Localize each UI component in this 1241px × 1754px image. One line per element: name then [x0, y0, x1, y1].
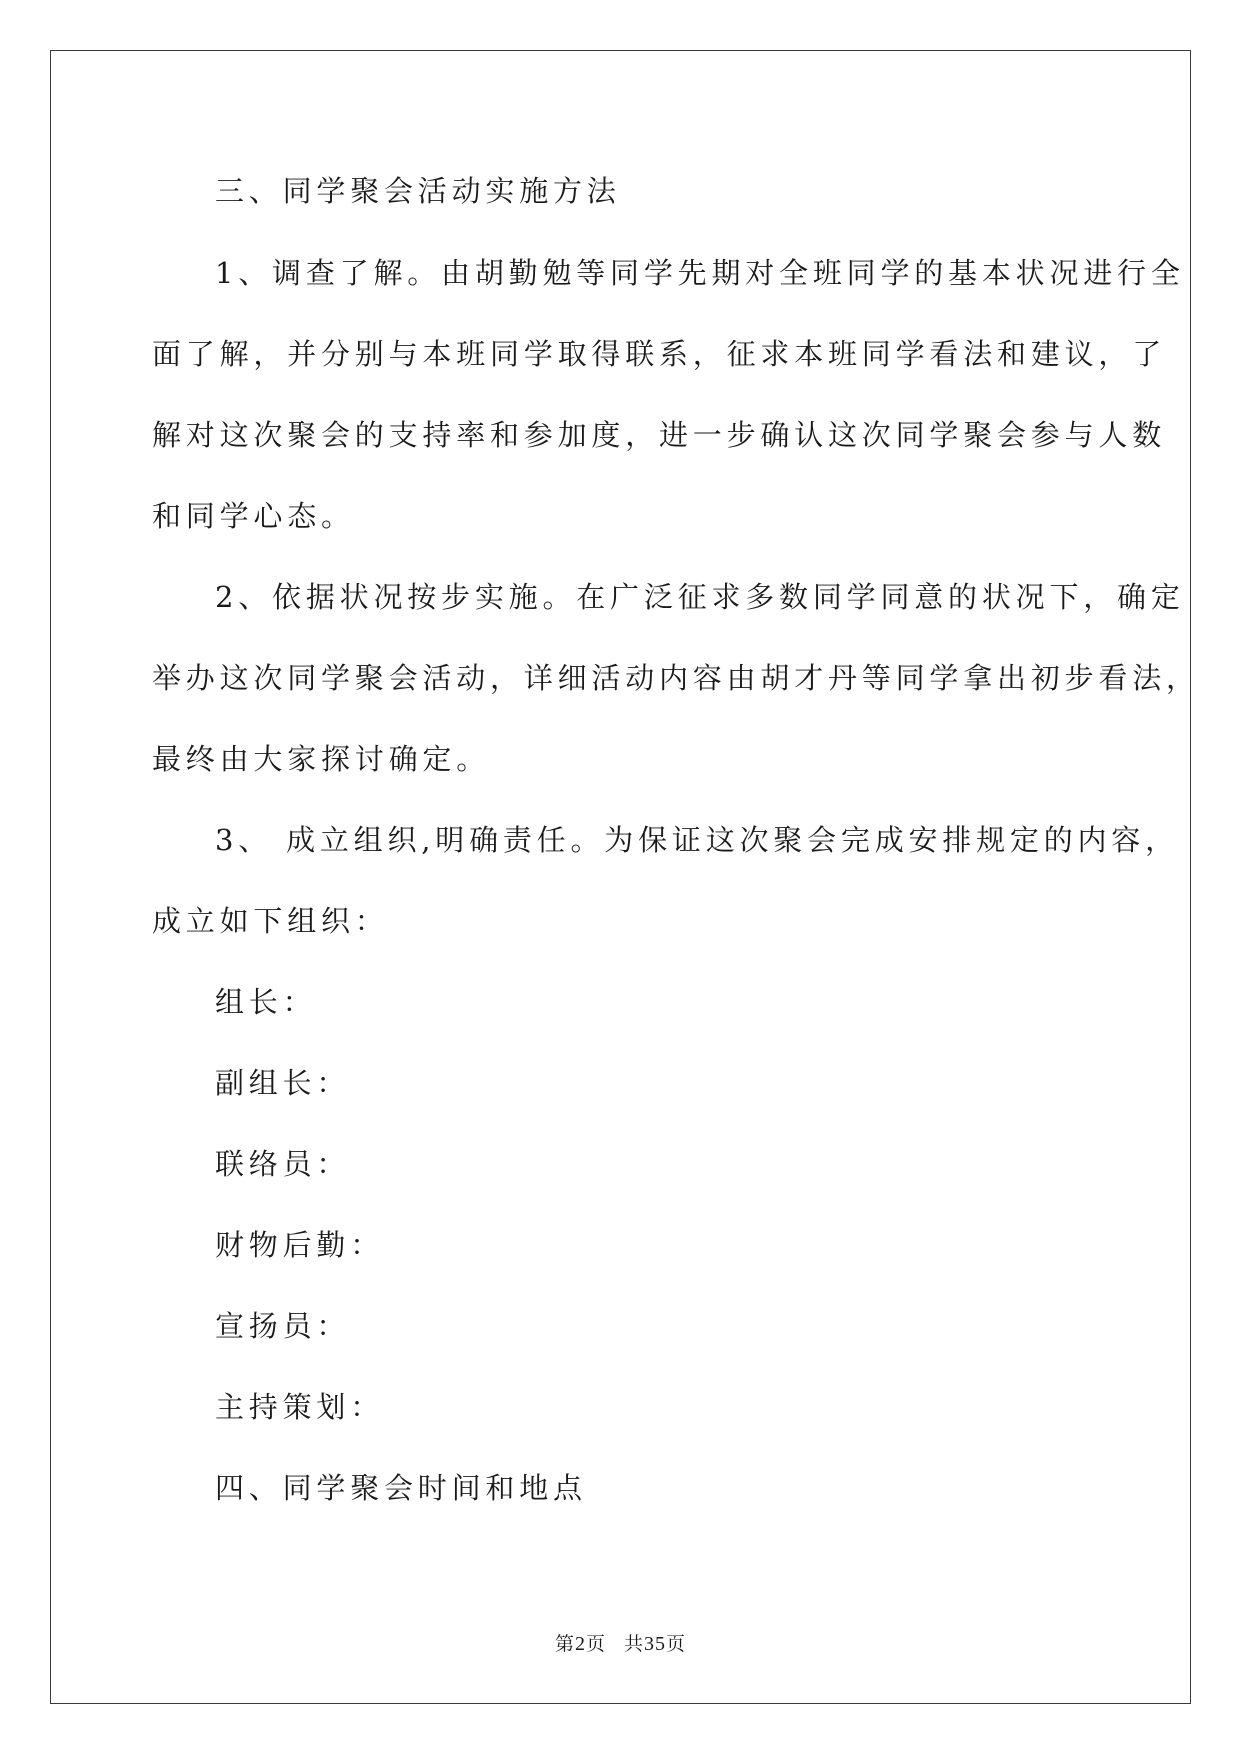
paragraph-line: 成立如下组织： [152, 904, 389, 938]
page-footer [0, 1632, 1241, 1656]
paragraph-line: 3、 成立组织,明确责任。为保证这次聚会完成安排规定的内容， [215, 823, 1179, 857]
total-suffix: 页 [666, 1633, 687, 1655]
paragraph-line: 2、依据状况按步实施。在广泛征求多数同学同意的状况下，确定 [215, 580, 1185, 614]
total-prefix: 共 [624, 1633, 645, 1655]
paragraph-line: 1、调查了解。由胡勤勉等同学先期对全班同学的基本状况进行全 [215, 256, 1185, 290]
role-item-publicity: 宣扬员： [215, 1309, 351, 1343]
page-current: 2 [574, 1633, 586, 1655]
paragraph-line: 和同学心态。 [152, 499, 355, 533]
section-heading-3: 三、同学聚会活动实施方法 [215, 174, 621, 208]
page-prefix: 第 [554, 1633, 575, 1655]
page-total: 35 [644, 1633, 667, 1655]
paragraph-line: 举办这次同学聚会活动，详细活动内容由胡才丹等同学拿出初步看法， [152, 661, 1200, 695]
role-item-liaison: 联络员： [215, 1147, 351, 1181]
page-mid: 页 [585, 1633, 606, 1655]
page-border [50, 50, 1191, 1704]
paragraph-line: 解对这次聚会的支持率和参加度，进一步确认这次同学聚会参与人数 [152, 418, 1167, 452]
paragraph-line: 面了解，并分别与本班同学取得联系，征求本班同学看法和建议，了 [152, 337, 1167, 371]
role-item-host-planning: 主持策划： [215, 1390, 385, 1424]
paragraph-line: 最终由大家探讨确定。 [152, 742, 491, 776]
role-item-leader: 组长： [215, 985, 317, 1019]
section-heading-4: 四、同学聚会时间和地点 [215, 1471, 587, 1505]
role-item-logistics: 财物后勤： [215, 1228, 385, 1262]
role-item-deputy-leader: 副组长： [215, 1066, 351, 1100]
